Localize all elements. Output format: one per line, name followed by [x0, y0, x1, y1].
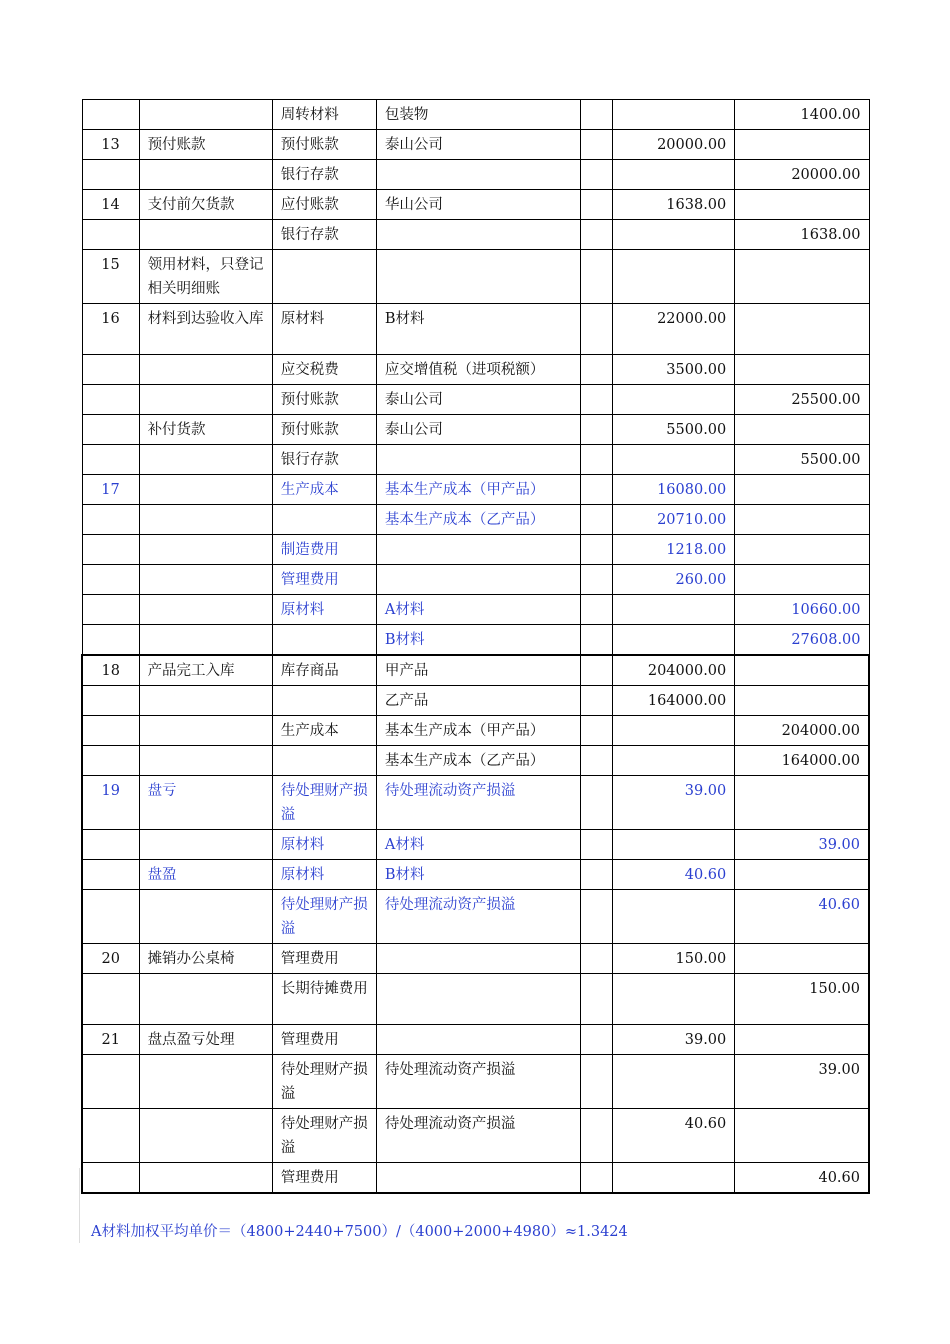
debit-amount-cell: 204000.00 [613, 655, 735, 686]
table-row [82, 860, 869, 890]
mark-cell [581, 860, 613, 890]
account-cell: 待处理财产损溢 [272, 776, 376, 830]
description-cell: 材料到达验收入库 [139, 304, 272, 355]
table-row [82, 130, 869, 160]
journal-entry-body [82, 100, 869, 1194]
entry-number-cell [82, 974, 139, 1025]
sub-account-cell [376, 445, 580, 475]
description-cell [139, 1163, 272, 1194]
sub-account-cell: 待处理流动资产损溢 [376, 890, 580, 944]
mark-cell [581, 830, 613, 860]
entry-number-cell: 17 [82, 475, 139, 505]
debit-amount-cell: 40.60 [613, 860, 735, 890]
account-cell: 原材料 [272, 304, 376, 355]
debit-amount-cell [613, 625, 735, 656]
credit-amount-cell: 27608.00 [735, 625, 869, 656]
account-cell: 预付账款 [272, 130, 376, 160]
entry-number-cell [82, 355, 139, 385]
debit-amount-cell: 164000.00 [613, 686, 735, 716]
sub-account-cell [376, 220, 580, 250]
sub-account-cell: 待处理流动资产损溢 [376, 1109, 580, 1163]
debit-amount-cell [613, 1163, 735, 1194]
mark-cell [581, 100, 613, 130]
description-cell [139, 625, 272, 656]
table-row [82, 974, 869, 1025]
credit-amount-cell [735, 776, 869, 830]
account-cell: 待处理财产损溢 [272, 1055, 376, 1109]
entry-number-cell [82, 830, 139, 860]
description-cell [139, 355, 272, 385]
entry-number-cell: 20 [82, 944, 139, 974]
mark-cell [581, 944, 613, 974]
debit-amount-cell [613, 445, 735, 475]
entry-number-cell [82, 160, 139, 190]
mark-cell [581, 890, 613, 944]
sub-account-cell: B材料 [376, 860, 580, 890]
table-row [82, 565, 869, 595]
mark-cell [581, 974, 613, 1025]
description-cell: 补付货款 [139, 415, 272, 445]
sub-account-cell [376, 565, 580, 595]
sub-account-cell: A材料 [376, 595, 580, 625]
account-cell: 预付账款 [272, 415, 376, 445]
table-row [82, 535, 869, 565]
entry-number-cell [82, 595, 139, 625]
sub-account-cell: 基本生产成本（甲产品） [376, 716, 580, 746]
credit-amount-cell [735, 686, 869, 716]
mark-cell [581, 385, 613, 415]
debit-amount-cell: 20000.00 [613, 130, 735, 160]
entry-number-cell [82, 1055, 139, 1109]
sub-account-cell: 泰山公司 [376, 415, 580, 445]
credit-amount-cell [735, 535, 869, 565]
credit-amount-cell: 25500.00 [735, 385, 869, 415]
entry-number-cell [82, 686, 139, 716]
sub-account-cell: 基本生产成本（甲产品） [376, 475, 580, 505]
credit-amount-cell [735, 655, 869, 686]
mark-cell [581, 746, 613, 776]
debit-amount-cell: 39.00 [613, 776, 735, 830]
account-cell: 待处理财产损溢 [272, 1109, 376, 1163]
mark-cell [581, 445, 613, 475]
debit-amount-cell: 260.00 [613, 565, 735, 595]
entry-number-cell [82, 220, 139, 250]
debit-amount-cell [613, 385, 735, 415]
entry-number-cell: 21 [82, 1025, 139, 1055]
debit-amount-cell [613, 890, 735, 944]
table-row [82, 100, 869, 130]
account-cell: 制造费用 [272, 535, 376, 565]
table-row [82, 686, 869, 716]
debit-amount-cell [613, 100, 735, 130]
mark-cell [581, 686, 613, 716]
table-row [82, 355, 869, 385]
table-row [82, 160, 869, 190]
account-cell: 原材料 [272, 830, 376, 860]
credit-amount-cell [735, 565, 869, 595]
entry-number-cell [82, 100, 139, 130]
table-row [82, 415, 869, 445]
mark-cell [581, 1109, 613, 1163]
credit-amount-cell: 20000.00 [735, 160, 869, 190]
mark-cell [581, 220, 613, 250]
account-cell [272, 505, 376, 535]
credit-amount-cell: 164000.00 [735, 746, 869, 776]
mark-cell [581, 1055, 613, 1109]
account-cell [272, 686, 376, 716]
description-cell: 盘亏 [139, 776, 272, 830]
description-cell: 领用材料，只登记相关明细账 [139, 250, 272, 304]
table-row [82, 190, 869, 220]
table-row [82, 776, 869, 830]
credit-amount-cell: 5500.00 [735, 445, 869, 475]
credit-amount-cell: 204000.00 [735, 716, 869, 746]
table-row [82, 595, 869, 625]
sub-account-cell: 应交增值税（进项税额） [376, 355, 580, 385]
debit-amount-cell [613, 595, 735, 625]
table-row [82, 1109, 869, 1163]
credit-amount-cell [735, 415, 869, 445]
account-cell: 银行存款 [272, 220, 376, 250]
account-cell: 管理费用 [272, 1025, 376, 1055]
debit-amount-cell: 20710.00 [613, 505, 735, 535]
description-cell [139, 974, 272, 1025]
mark-cell [581, 776, 613, 830]
table-row [82, 505, 869, 535]
account-cell: 应付账款 [272, 190, 376, 220]
sub-account-cell: 乙产品 [376, 686, 580, 716]
description-cell [139, 535, 272, 565]
account-cell: 预付账款 [272, 385, 376, 415]
sub-account-cell: 基本生产成本（乙产品） [376, 746, 580, 776]
sub-account-cell [376, 1025, 580, 1055]
mark-cell [581, 415, 613, 445]
description-cell [139, 220, 272, 250]
description-cell [139, 1055, 272, 1109]
entry-number-cell [82, 1163, 139, 1194]
description-cell: 预付账款 [139, 130, 272, 160]
account-cell: 原材料 [272, 860, 376, 890]
account-cell: 银行存款 [272, 445, 376, 475]
table-row [82, 746, 869, 776]
entry-number-cell [82, 565, 139, 595]
sub-account-cell: 泰山公司 [376, 385, 580, 415]
journal-entry-table [81, 99, 870, 1194]
debit-amount-cell: 39.00 [613, 1025, 735, 1055]
credit-amount-cell: 40.60 [735, 890, 869, 944]
debit-amount-cell [613, 830, 735, 860]
debit-amount-cell: 16080.00 [613, 475, 735, 505]
mark-cell [581, 535, 613, 565]
debit-amount-cell: 40.60 [613, 1109, 735, 1163]
description-cell: 盘点盈亏处理 [139, 1025, 272, 1055]
table-row [82, 944, 869, 974]
sub-account-cell: 华山公司 [376, 190, 580, 220]
credit-amount-cell: 10660.00 [735, 595, 869, 625]
debit-amount-cell [613, 974, 735, 1025]
account-cell: 应交税费 [272, 355, 376, 385]
account-cell: 管理费用 [272, 944, 376, 974]
description-cell [139, 1109, 272, 1163]
entry-number-cell [82, 535, 139, 565]
credit-amount-cell [735, 1109, 869, 1163]
account-cell: 银行存款 [272, 160, 376, 190]
account-cell [272, 625, 376, 656]
credit-amount-cell [735, 130, 869, 160]
table-row [82, 890, 869, 944]
mark-cell [581, 625, 613, 656]
sub-account-cell: 包装物 [376, 100, 580, 130]
sub-account-cell [376, 1163, 580, 1194]
entry-number-cell [82, 505, 139, 535]
account-cell: 长期待摊费用 [272, 974, 376, 1025]
entry-number-cell [82, 1109, 139, 1163]
mark-cell [581, 716, 613, 746]
description-cell [139, 160, 272, 190]
credit-amount-cell: 39.00 [735, 1055, 869, 1109]
mark-cell [581, 595, 613, 625]
description-cell [139, 445, 272, 475]
entry-number-cell: 15 [82, 250, 139, 304]
sub-account-cell [376, 160, 580, 190]
mark-cell [581, 475, 613, 505]
entry-number-cell [82, 415, 139, 445]
credit-amount-cell [735, 1025, 869, 1055]
credit-amount-cell: 150.00 [735, 974, 869, 1025]
description-cell [139, 890, 272, 944]
description-cell [139, 746, 272, 776]
table-row [82, 385, 869, 415]
credit-amount-cell [735, 355, 869, 385]
table-row [82, 625, 869, 656]
description-cell [139, 100, 272, 130]
table-row [82, 655, 869, 686]
account-cell: 周转材料 [272, 100, 376, 130]
credit-amount-cell [735, 505, 869, 535]
mark-cell [581, 655, 613, 686]
description-cell: 支付前欠货款 [139, 190, 272, 220]
entry-number-cell: 19 [82, 776, 139, 830]
entry-number-cell [82, 385, 139, 415]
debit-amount-cell: 1638.00 [613, 190, 735, 220]
account-cell: 生产成本 [272, 716, 376, 746]
credit-amount-cell [735, 860, 869, 890]
credit-amount-cell: 1400.00 [735, 100, 869, 130]
description-cell [139, 385, 272, 415]
mark-cell [581, 190, 613, 220]
sub-account-cell: 基本生产成本（乙产品） [376, 505, 580, 535]
sub-account-cell: 待处理流动资产损溢 [376, 1055, 580, 1109]
sub-account-cell: 泰山公司 [376, 130, 580, 160]
mark-cell [581, 160, 613, 190]
table-row [82, 716, 869, 746]
description-cell: 产品完工入库 [139, 655, 272, 686]
debit-amount-cell [613, 1055, 735, 1109]
sub-account-cell: B材料 [376, 304, 580, 355]
debit-amount-cell [613, 716, 735, 746]
credit-amount-cell [735, 190, 869, 220]
table-row [82, 445, 869, 475]
mark-cell [581, 355, 613, 385]
entry-number-cell [82, 445, 139, 475]
weighted-average-note: A材料加权平均单价＝（4800+2440+7500）/（4000+2000+4980）≈1.3424 [91, 1224, 628, 1240]
description-cell: 盘盈 [139, 860, 272, 890]
description-cell [139, 686, 272, 716]
credit-amount-cell [735, 944, 869, 974]
table-row [82, 1025, 869, 1055]
account-cell: 库存商品 [272, 655, 376, 686]
mark-cell [581, 505, 613, 535]
table-row [82, 1055, 869, 1109]
debit-amount-cell [613, 220, 735, 250]
credit-amount-cell: 40.60 [735, 1163, 869, 1194]
description-cell: 摊销办公桌椅 [139, 944, 272, 974]
entry-number-cell [82, 716, 139, 746]
entry-number-cell: 13 [82, 130, 139, 160]
mark-cell [581, 1025, 613, 1055]
account-cell: 原材料 [272, 595, 376, 625]
mark-cell [581, 130, 613, 160]
credit-amount-cell [735, 475, 869, 505]
debit-amount-cell: 5500.00 [613, 415, 735, 445]
debit-amount-cell [613, 160, 735, 190]
entry-number-cell [82, 625, 139, 656]
description-cell [139, 830, 272, 860]
mark-cell [581, 565, 613, 595]
account-cell: 管理费用 [272, 1163, 376, 1194]
account-cell: 生产成本 [272, 475, 376, 505]
credit-amount-cell: 39.00 [735, 830, 869, 860]
sub-account-cell [376, 944, 580, 974]
description-cell [139, 475, 272, 505]
sub-account-cell [376, 535, 580, 565]
debit-amount-cell: 1218.00 [613, 535, 735, 565]
table-row [82, 475, 869, 505]
description-cell [139, 505, 272, 535]
account-cell: 待处理财产损溢 [272, 890, 376, 944]
table-row [82, 304, 869, 355]
sub-account-cell: A材料 [376, 830, 580, 860]
sub-account-cell [376, 250, 580, 304]
debit-amount-cell [613, 250, 735, 304]
debit-amount-cell: 150.00 [613, 944, 735, 974]
debit-amount-cell: 3500.00 [613, 355, 735, 385]
account-cell [272, 250, 376, 304]
account-cell [272, 746, 376, 776]
table-row [82, 220, 869, 250]
entry-number-cell: 14 [82, 190, 139, 220]
entry-number-cell [82, 746, 139, 776]
credit-amount-cell [735, 304, 869, 355]
credit-amount-cell [735, 250, 869, 304]
sub-account-cell: 甲产品 [376, 655, 580, 686]
credit-amount-cell: 1638.00 [735, 220, 869, 250]
entry-number-cell [82, 890, 139, 944]
entry-number-cell [82, 860, 139, 890]
sub-account-cell: B材料 [376, 625, 580, 656]
account-cell: 管理费用 [272, 565, 376, 595]
description-cell [139, 565, 272, 595]
margin-line [79, 1168, 80, 1243]
description-cell [139, 595, 272, 625]
mark-cell [581, 1163, 613, 1194]
entry-number-cell: 16 [82, 304, 139, 355]
description-cell [139, 716, 272, 746]
table-row [82, 250, 869, 304]
mark-cell [581, 304, 613, 355]
table-row [82, 1163, 869, 1194]
mark-cell [581, 250, 613, 304]
sub-account-cell: 待处理流动资产损溢 [376, 776, 580, 830]
debit-amount-cell [613, 746, 735, 776]
sub-account-cell [376, 974, 580, 1025]
debit-amount-cell: 22000.00 [613, 304, 735, 355]
entry-number-cell: 18 [82, 655, 139, 686]
table-row [82, 830, 869, 860]
